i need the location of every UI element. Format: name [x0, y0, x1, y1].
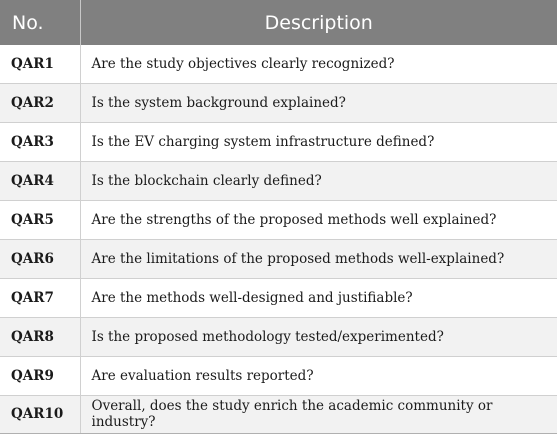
table-row [0, 45, 557, 84]
row-description: Is the system background explained? [80, 84, 557, 123]
row-description: Are the methods well-designed and justifiable? [80, 278, 557, 317]
row-description: Are evaluation results reported? [80, 356, 557, 395]
table-row [0, 356, 557, 395]
table-row [0, 278, 557, 317]
table-row [0, 162, 557, 201]
row-description: Are the study objectives clearly recognized? [80, 45, 557, 84]
row-id: QAR8 [0, 317, 80, 356]
row-description: Are the strengths of the proposed methods well explained? [80, 201, 557, 240]
header-row [0, 0, 557, 45]
row-id: QAR10 [0, 395, 80, 434]
table-header [0, 0, 557, 45]
row-description: Is the EV charging system infrastructure defined? [80, 123, 557, 162]
row-id: QAR5 [0, 201, 80, 240]
table-row [0, 123, 557, 162]
row-id: QAR6 [0, 239, 80, 278]
table-row [0, 317, 557, 356]
row-description: Are the limitations of the proposed methods well-explained? [80, 239, 557, 278]
table-row [0, 201, 557, 240]
table-body [0, 45, 557, 434]
table-row [0, 239, 557, 278]
row-id: QAR9 [0, 356, 80, 395]
row-id: QAR2 [0, 84, 80, 123]
header-no: No. [0, 0, 80, 45]
row-description: Overall, does the study enrich the academic community or industry? [80, 395, 557, 434]
row-id: QAR4 [0, 162, 80, 201]
row-id: QAR3 [0, 123, 80, 162]
row-description: Is the proposed methodology tested/experimented? [80, 317, 557, 356]
header-description: Description [264, 11, 373, 34]
table-row [0, 84, 557, 123]
row-id: QAR7 [0, 278, 80, 317]
table-row [0, 395, 557, 434]
row-description: Is the blockchain clearly defined? [80, 162, 557, 201]
row-id: QAR1 [0, 45, 80, 84]
